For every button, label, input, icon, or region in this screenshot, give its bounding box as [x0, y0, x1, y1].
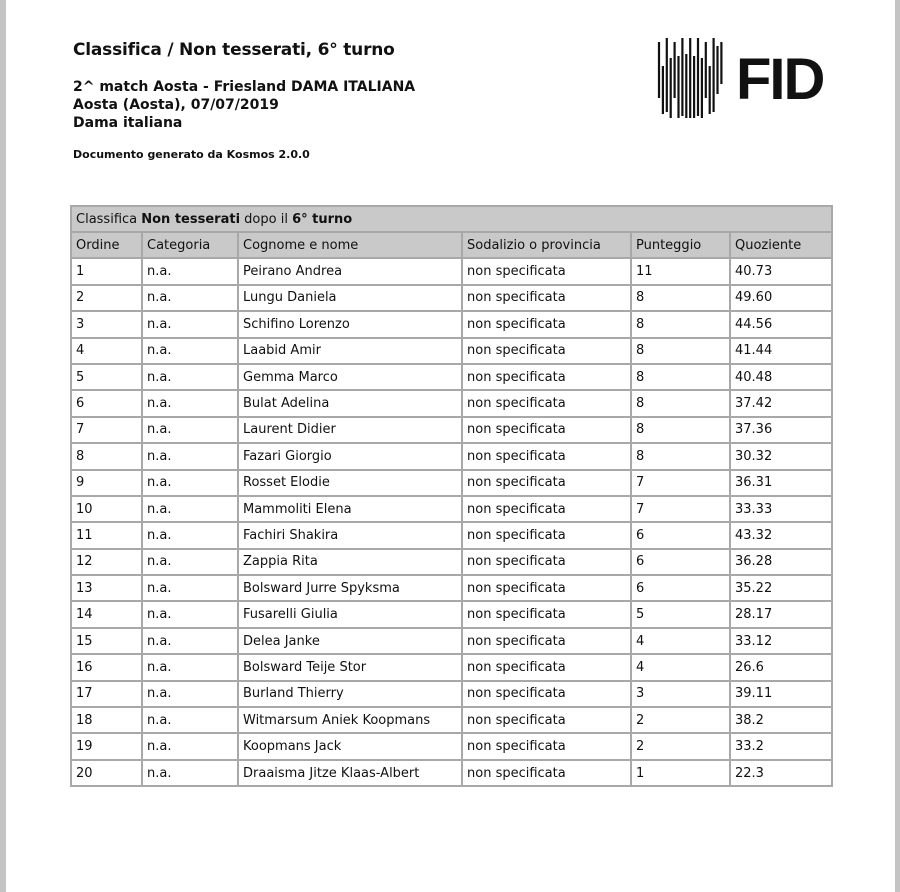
cell-ordine: 4 [71, 338, 142, 364]
cell-nome: Draaisma Jitze Klaas-Albert [238, 760, 462, 786]
cell-punteggio: 11 [631, 258, 730, 284]
event-name: 2^ match Aosta - Friesland DAMA ITALIANA [73, 79, 416, 95]
cell-nome: Koopmans Jack [238, 733, 462, 759]
cell-punteggio: 8 [631, 390, 730, 416]
table-row [71, 760, 832, 786]
cell-ordine: 8 [71, 443, 142, 469]
cell-ordine: 17 [71, 681, 142, 707]
cell-quoziente: 38.2 [730, 707, 832, 733]
cell-quoziente: 35.22 [730, 575, 832, 601]
cell-ordine: 1 [71, 258, 142, 284]
table-row [71, 443, 832, 469]
cell-sodalizio: non specificata [462, 628, 631, 654]
table-header-row [71, 232, 832, 258]
table-row [71, 654, 832, 680]
table-row [71, 470, 832, 496]
event-location-date: Aosta (Aosta), 07/07/2019 [73, 97, 279, 113]
document-title: Classifica / Non tesserati, 6° turno [73, 40, 395, 60]
cell-quoziente: 39.11 [730, 681, 832, 707]
caption-prefix: Classifica [76, 211, 142, 227]
cell-sodalizio: non specificata [462, 681, 631, 707]
cell-sodalizio: non specificata [462, 549, 631, 575]
event-discipline: Dama italiana [73, 115, 183, 131]
cell-nome: Peirano Andrea [238, 258, 462, 284]
page-edge-right [895, 0, 900, 892]
fid-logo [656, 38, 836, 118]
cell-punteggio: 2 [631, 707, 730, 733]
column-header-categoria: Categoria [142, 232, 238, 258]
cell-categoria: n.a. [142, 470, 238, 496]
cell-ordine: 19 [71, 733, 142, 759]
cell-sodalizio: non specificata [462, 496, 631, 522]
table-caption-row [71, 206, 832, 232]
table-row [71, 549, 832, 575]
cell-nome: Laurent Didier [238, 417, 462, 443]
cell-sodalizio: non specificata [462, 470, 631, 496]
cell-categoria: n.a. [142, 496, 238, 522]
cell-categoria: n.a. [142, 733, 238, 759]
cell-ordine: 16 [71, 654, 142, 680]
cell-punteggio: 2 [631, 733, 730, 759]
cell-categoria: n.a. [142, 549, 238, 575]
table-row [71, 628, 832, 654]
cell-nome: Bulat Adelina [238, 390, 462, 416]
cell-nome: Bolsward Jurre Spyksma [238, 575, 462, 601]
cell-quoziente: 22.3 [730, 760, 832, 786]
cell-nome: Bolsward Teije Stor [238, 654, 462, 680]
cell-nome: Fazari Giorgio [238, 443, 462, 469]
caption-middle: dopo il [240, 211, 293, 227]
cell-quoziente: 30.32 [730, 443, 832, 469]
cell-quoziente: 37.42 [730, 390, 832, 416]
cell-ordine: 9 [71, 470, 142, 496]
cell-nome: Schifino Lorenzo [238, 311, 462, 337]
cell-punteggio: 4 [631, 628, 730, 654]
table-row [71, 311, 832, 337]
caption-round: 6° turno [292, 211, 353, 227]
cell-sodalizio: non specificata [462, 364, 631, 390]
cell-sodalizio: non specificata [462, 654, 631, 680]
cell-nome: Burland Thierry [238, 681, 462, 707]
table-row [71, 733, 832, 759]
cell-categoria: n.a. [142, 628, 238, 654]
cell-ordine: 12 [71, 549, 142, 575]
cell-ordine: 3 [71, 311, 142, 337]
cell-categoria: n.a. [142, 258, 238, 284]
cell-categoria: n.a. [142, 390, 238, 416]
cell-sodalizio: non specificata [462, 443, 631, 469]
cell-punteggio: 8 [631, 364, 730, 390]
ranking-table [70, 205, 833, 787]
cell-ordine: 14 [71, 601, 142, 627]
cell-ordine: 20 [71, 760, 142, 786]
column-header-nome: Cognome e nome [238, 232, 462, 258]
event-info [73, 78, 415, 132]
cell-nome: Fachiri Shakira [238, 522, 462, 548]
cell-ordine: 2 [71, 285, 142, 311]
cell-nome: Fusarelli Giulia [238, 601, 462, 627]
cell-sodalizio: non specificata [462, 733, 631, 759]
cell-nome: Witmarsum Aniek Koopmans [238, 707, 462, 733]
cell-sodalizio: non specificata [462, 390, 631, 416]
cell-categoria: n.a. [142, 338, 238, 364]
cell-sodalizio: non specificata [462, 338, 631, 364]
cell-punteggio: 3 [631, 681, 730, 707]
generator-note: Documento generato da Kosmos 2.0.0 [73, 148, 310, 161]
cell-quoziente: 40.48 [730, 364, 832, 390]
cell-ordine: 18 [71, 707, 142, 733]
cell-categoria: n.a. [142, 760, 238, 786]
cell-quoziente: 43.32 [730, 522, 832, 548]
table-row [71, 707, 832, 733]
table-row [71, 522, 832, 548]
cell-punteggio: 7 [631, 470, 730, 496]
cell-ordine: 10 [71, 496, 142, 522]
cell-quoziente: 37.36 [730, 417, 832, 443]
cell-sodalizio: non specificata [462, 760, 631, 786]
cell-categoria: n.a. [142, 285, 238, 311]
cell-punteggio: 8 [631, 417, 730, 443]
cell-categoria: n.a. [142, 681, 238, 707]
caption-group: Non tesserati [141, 211, 241, 227]
page-edge-left [0, 0, 6, 892]
cell-sodalizio: non specificata [462, 522, 631, 548]
cell-quoziente: 33.12 [730, 628, 832, 654]
cell-sodalizio: non specificata [462, 258, 631, 284]
cell-ordine: 13 [71, 575, 142, 601]
cell-ordine: 7 [71, 417, 142, 443]
table-row [71, 601, 832, 627]
cell-nome: Zappia Rita [238, 549, 462, 575]
cell-sodalizio: non specificata [462, 417, 631, 443]
cell-categoria: n.a. [142, 707, 238, 733]
cell-quoziente: 41.44 [730, 338, 832, 364]
cell-sodalizio: non specificata [462, 601, 631, 627]
table-row [71, 390, 832, 416]
fid-logo-bars-icon [656, 38, 728, 118]
table-row [71, 496, 832, 522]
cell-punteggio: 4 [631, 654, 730, 680]
cell-quoziente: 49.60 [730, 285, 832, 311]
cell-punteggio: 7 [631, 496, 730, 522]
cell-nome: Delea Janke [238, 628, 462, 654]
cell-nome: Mammoliti Elena [238, 496, 462, 522]
cell-punteggio: 6 [631, 522, 730, 548]
cell-punteggio: 1 [631, 760, 730, 786]
cell-nome: Laabid Amir [238, 338, 462, 364]
cell-nome: Rosset Elodie [238, 470, 462, 496]
cell-ordine: 5 [71, 364, 142, 390]
cell-nome: Gemma Marco [238, 364, 462, 390]
cell-ordine: 11 [71, 522, 142, 548]
fid-logo-text: FID [736, 47, 824, 112]
cell-ordine: 15 [71, 628, 142, 654]
cell-nome: Lungu Daniela [238, 285, 462, 311]
cell-sodalizio: non specificata [462, 707, 631, 733]
cell-quoziente: 36.31 [730, 470, 832, 496]
column-header-sodalizio: Sodalizio o provincia [462, 232, 631, 258]
cell-punteggio: 8 [631, 311, 730, 337]
cell-ordine: 6 [71, 390, 142, 416]
table-row [71, 681, 832, 707]
cell-quoziente: 40.73 [730, 258, 832, 284]
cell-punteggio: 6 [631, 549, 730, 575]
column-header-ordine: Ordine [71, 232, 142, 258]
table-caption [71, 206, 832, 232]
cell-quoziente: 33.33 [730, 496, 832, 522]
cell-categoria: n.a. [142, 654, 238, 680]
cell-sodalizio: non specificata [462, 311, 631, 337]
cell-categoria: n.a. [142, 575, 238, 601]
cell-quoziente: 33.2 [730, 733, 832, 759]
table-row [71, 285, 832, 311]
column-header-punteggio: Punteggio [631, 232, 730, 258]
cell-categoria: n.a. [142, 417, 238, 443]
column-header-quoziente: Quoziente [730, 232, 832, 258]
table-row [71, 417, 832, 443]
table-row [71, 364, 832, 390]
cell-categoria: n.a. [142, 311, 238, 337]
cell-sodalizio: non specificata [462, 575, 631, 601]
cell-categoria: n.a. [142, 364, 238, 390]
table-row [71, 258, 832, 284]
cell-punteggio: 5 [631, 601, 730, 627]
cell-quoziente: 28.17 [730, 601, 832, 627]
cell-quoziente: 36.28 [730, 549, 832, 575]
cell-quoziente: 26.6 [730, 654, 832, 680]
cell-punteggio: 8 [631, 338, 730, 364]
table-row [71, 575, 832, 601]
cell-categoria: n.a. [142, 522, 238, 548]
cell-categoria: n.a. [142, 601, 238, 627]
cell-punteggio: 8 [631, 443, 730, 469]
cell-punteggio: 8 [631, 285, 730, 311]
cell-sodalizio: non specificata [462, 285, 631, 311]
cell-punteggio: 6 [631, 575, 730, 601]
cell-categoria: n.a. [142, 443, 238, 469]
table-row [71, 338, 832, 364]
cell-quoziente: 44.56 [730, 311, 832, 337]
